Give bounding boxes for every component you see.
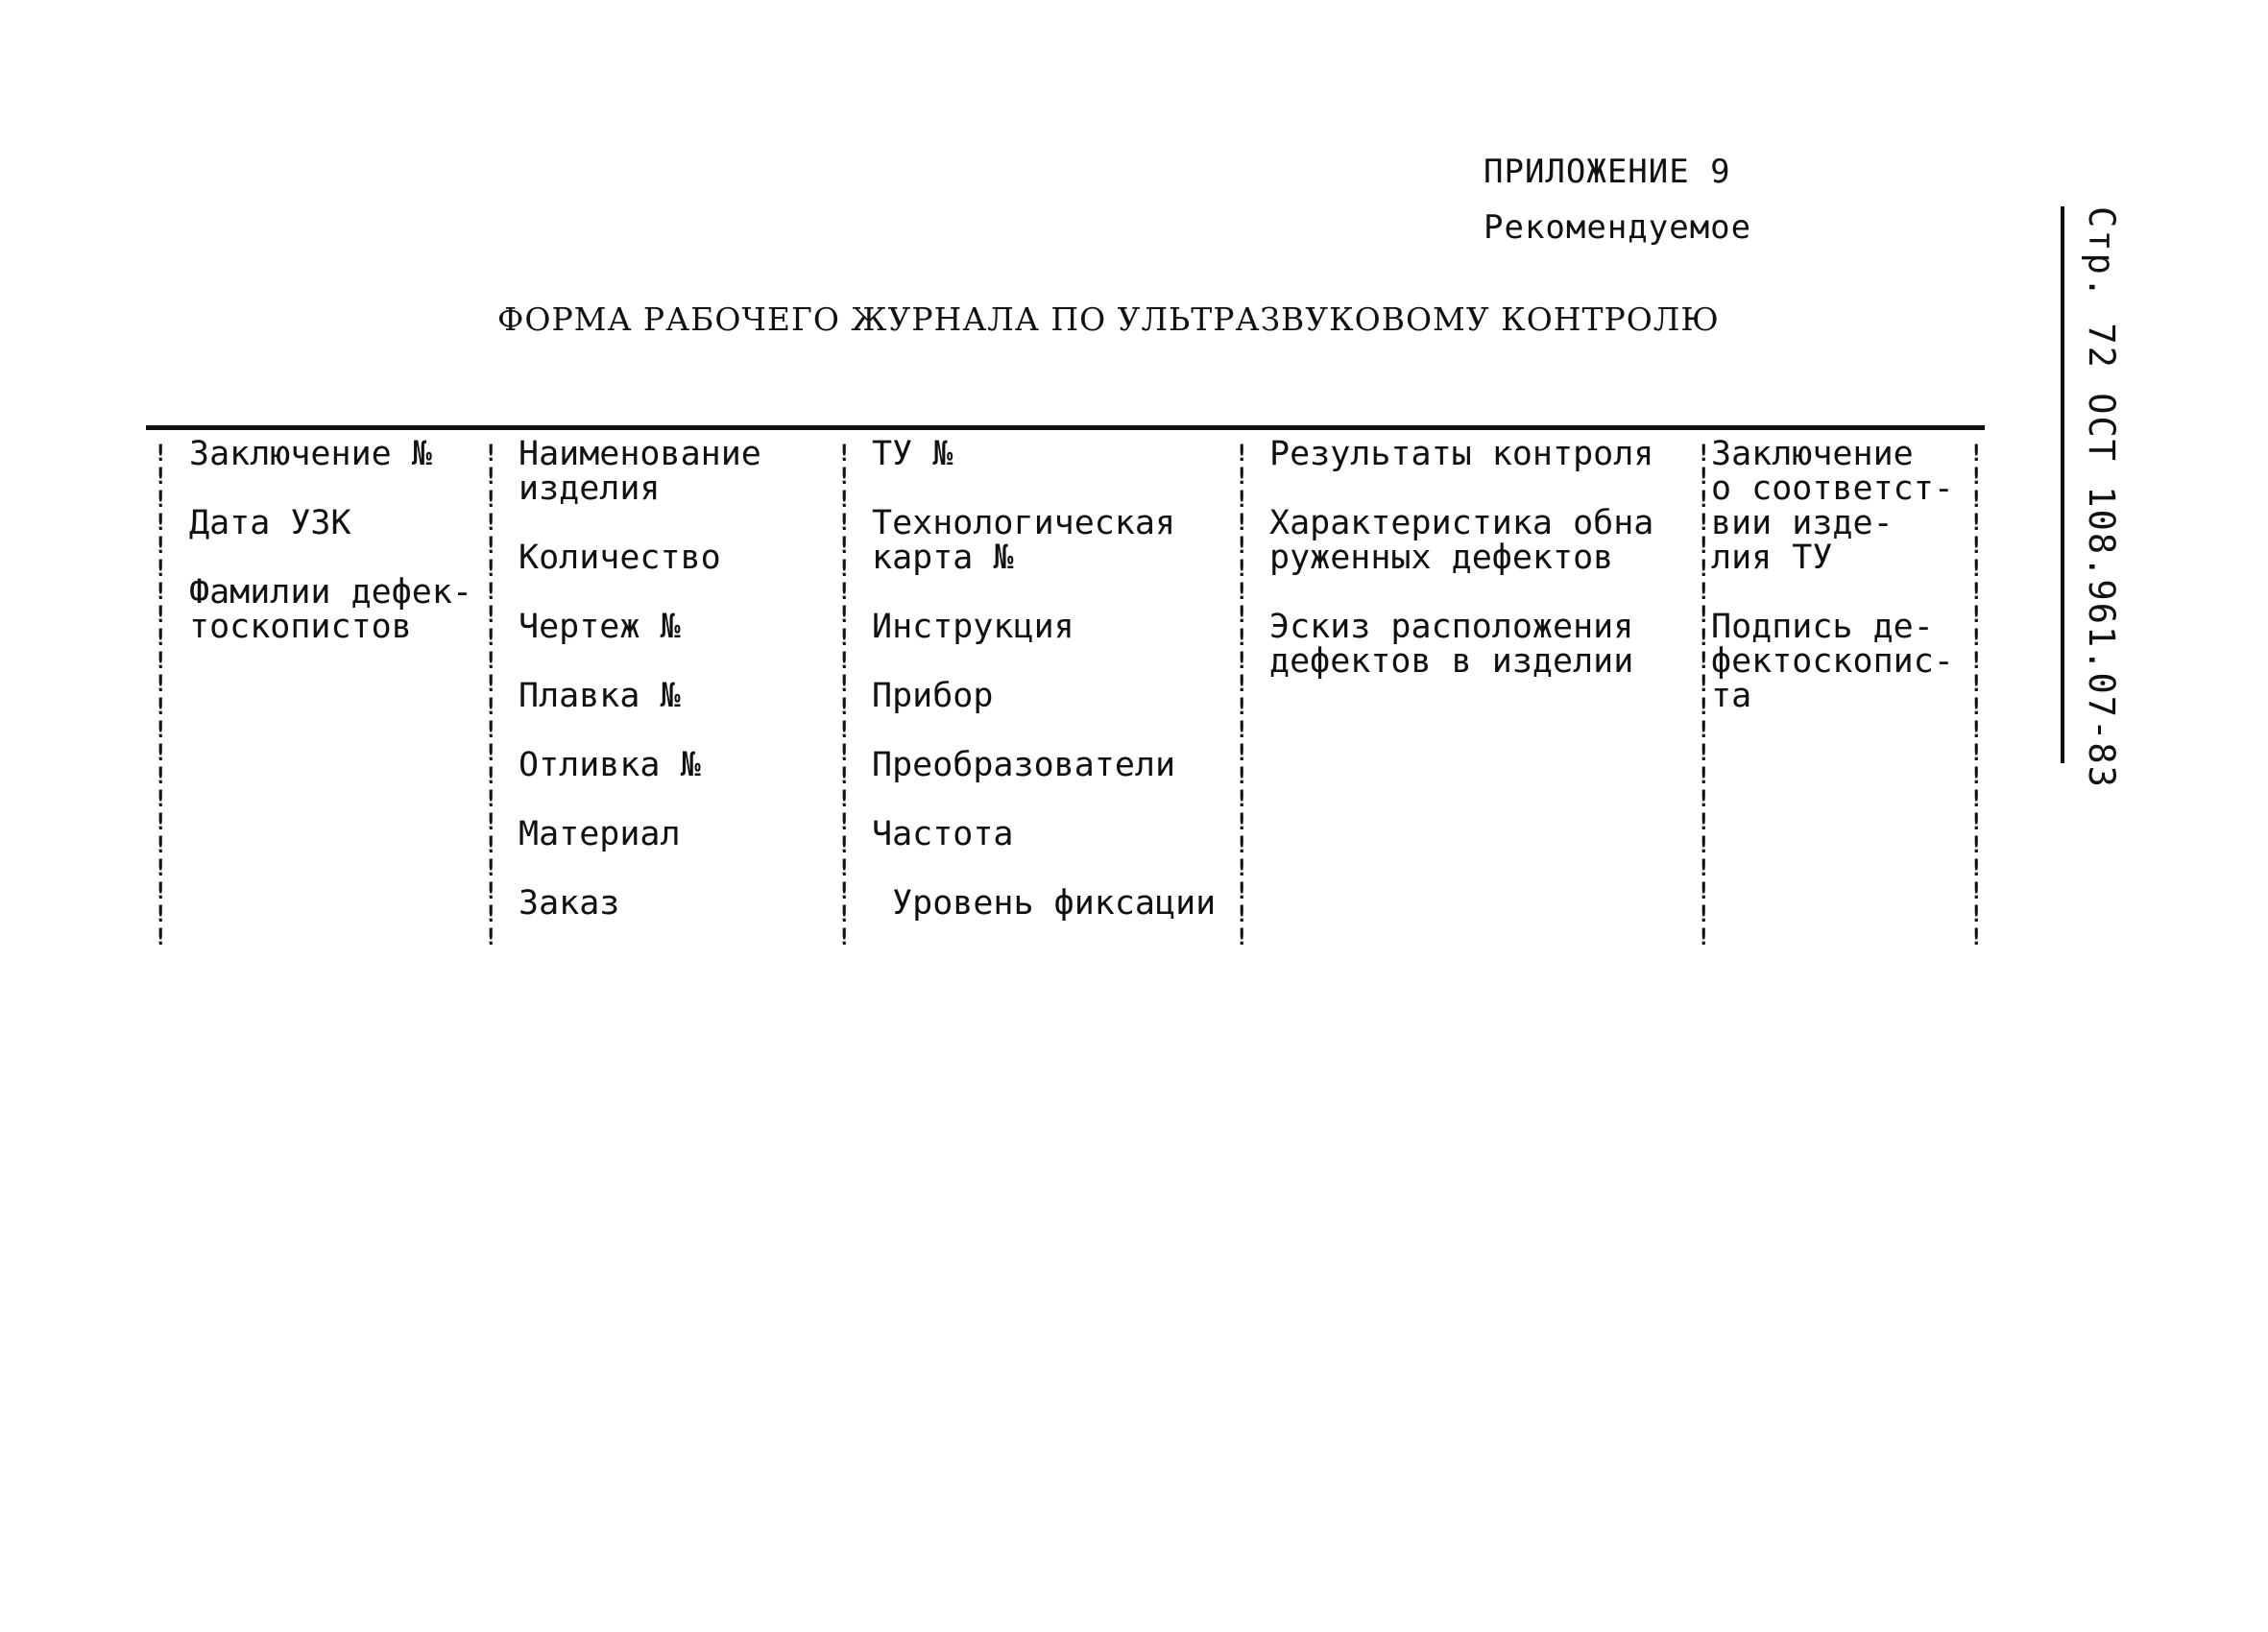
cell-line: Уровень фиксации — [872, 884, 1217, 923]
cell-line: карта № — [872, 539, 1014, 577]
cell-line — [1711, 575, 1954, 610]
column-specs — [872, 437, 1216, 921]
cell-line: Отливка № — [519, 746, 701, 784]
cell-line — [872, 713, 1216, 748]
cell-line: Эскиз расположения — [1269, 608, 1634, 646]
cell-line — [519, 852, 761, 886]
cell-line — [519, 644, 761, 679]
cell-line — [872, 782, 1216, 817]
cell-line: вии изде- — [1711, 504, 1894, 542]
cell-line — [519, 713, 761, 748]
cell-line: Количество — [519, 539, 721, 577]
cell-line: ТУ № — [872, 435, 953, 473]
cell-line — [1269, 471, 1653, 506]
cell-line: Заказ — [519, 884, 620, 923]
cell-line: Наименование — [519, 435, 761, 473]
column-separator: ! ! ! ! ! ! ! ! ! ! ! ! ! ! ! ! ! ! ! ! ! ! — [484, 440, 498, 950]
cell-line: Преобразователи — [872, 746, 1176, 784]
cell-line — [189, 471, 472, 506]
column-results — [1269, 437, 1653, 679]
cell-line: изделия — [519, 469, 661, 508]
cell-line — [519, 782, 761, 817]
column-separator: ! ! ! ! ! ! ! ! ! ! ! ! ! ! ! ! ! ! ! ! ! ! — [1235, 440, 1249, 950]
column-separator: ! ! ! ! ! ! ! ! ! ! ! ! ! ! ! ! ! ! ! ! ! ! — [154, 440, 168, 950]
table-top-rule — [146, 425, 1985, 430]
cell-line — [1269, 575, 1653, 610]
cell-line: та — [1711, 677, 1752, 715]
cell-line: Технологическая — [872, 504, 1176, 542]
cell-line: тоскопистов — [189, 608, 412, 646]
cell-line: Дата УЗК — [189, 504, 351, 542]
cell-line: Материал — [519, 815, 681, 853]
cell-line — [189, 540, 472, 575]
cell-line — [872, 644, 1216, 679]
cell-line: Характеристика обна — [1269, 504, 1654, 542]
cell-line: Заключение № — [189, 435, 432, 473]
cell-line: фектоскопис- — [1711, 642, 1954, 681]
cell-line: Инструкция — [872, 608, 1074, 646]
appendix-status: Рекомендуемое — [1484, 208, 1752, 247]
column-compliance — [1711, 437, 1954, 713]
cell-line — [519, 575, 761, 610]
column-separator: ! ! ! ! ! ! ! ! ! ! ! ! ! ! ! ! ! ! ! ! ! ! — [1969, 440, 1984, 950]
cell-line: Прибор — [872, 677, 994, 715]
column-separator: ! ! ! ! ! ! ! ! ! ! ! ! ! ! ! ! ! ! ! ! ! ! — [1697, 440, 1711, 950]
cell-line — [872, 471, 1216, 506]
cell-line: о соответст- — [1711, 469, 1954, 508]
cell-line — [872, 575, 1216, 610]
cell-line: Заключение — [1711, 435, 1914, 473]
cell-line: Подпись де- — [1711, 608, 1934, 646]
cell-line: Фамилии дефек- — [189, 573, 473, 612]
cell-line: руженных дефектов — [1269, 539, 1614, 577]
page-reference: Стр. 72 ОСТ 108.961.07-83 — [2061, 206, 2128, 763]
form-title: ФОРМА РАБОЧЕГО ЖУРНАЛА ПО УЛЬТРАЗВУКОВОМУ КОНТРОЛЮ — [497, 300, 1720, 338]
cell-line: Частота — [872, 815, 1014, 853]
cell-line: Чертеж № — [519, 608, 681, 646]
cell-line — [519, 506, 761, 540]
cell-line: Плавка № — [519, 677, 681, 715]
column-separator: ! ! ! ! ! ! ! ! ! ! ! ! ! ! ! ! ! ! ! ! ! ! — [837, 440, 852, 950]
cell-line: дефектов в изделии — [1269, 642, 1634, 681]
appendix-header — [1484, 144, 1751, 255]
column-conclusion — [189, 437, 472, 644]
column-product — [519, 437, 761, 921]
cell-line: лия ТУ — [1711, 539, 1833, 577]
cell-line — [872, 852, 1216, 886]
cell-line: Результаты контроля — [1269, 435, 1654, 473]
appendix-number: ПРИЛОЖЕНИЕ 9 — [1484, 153, 1731, 191]
